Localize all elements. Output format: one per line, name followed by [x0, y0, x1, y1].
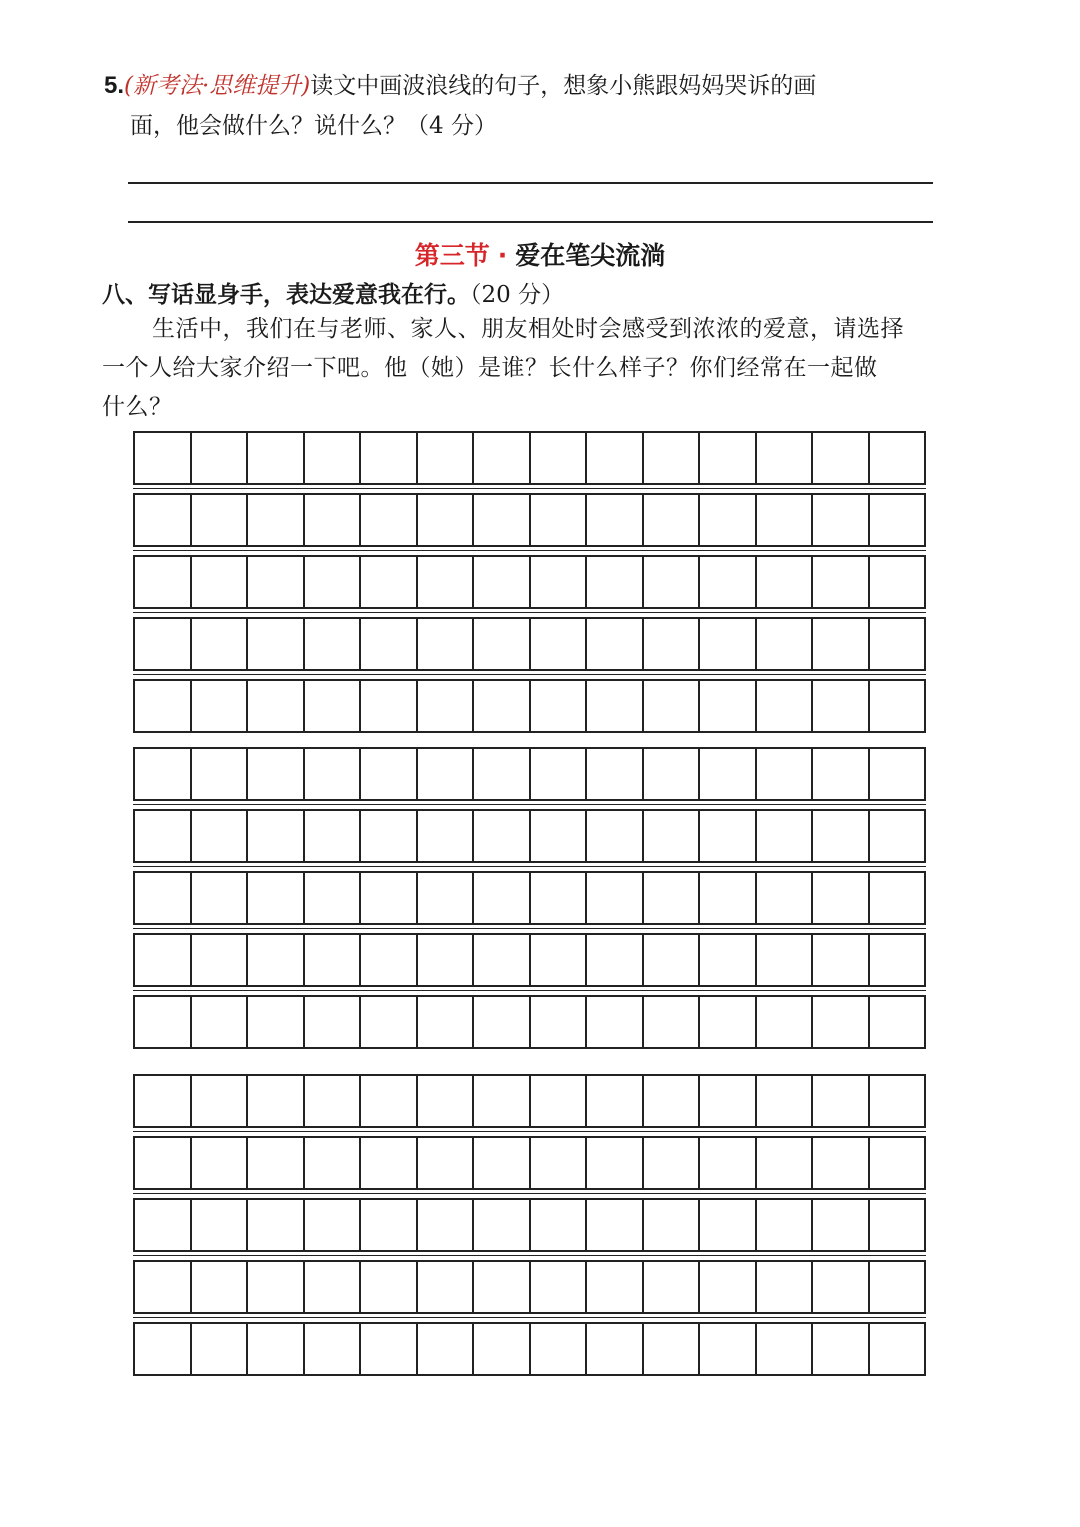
- grid-cell[interactable]: [305, 619, 362, 669]
- grid-row: [133, 679, 926, 733]
- grid-cell[interactable]: [644, 557, 701, 607]
- grid-cell[interactable]: [361, 1200, 418, 1250]
- prompt-line-3: 什么？: [102, 394, 173, 420]
- prompt-line-2: 一个人给大家介绍一下吧。他（她）是谁？长什么样子？你们经常在一起做: [102, 355, 878, 381]
- grid-cell[interactable]: [474, 811, 531, 861]
- grid-cell[interactable]: [418, 495, 475, 545]
- grid-cell[interactable]: [135, 1324, 192, 1374]
- grid-cell[interactable]: [474, 1324, 531, 1374]
- grid-cell[interactable]: [135, 495, 192, 545]
- grid-cell[interactable]: [813, 495, 870, 545]
- grid-cell[interactable]: [192, 935, 249, 985]
- grid-cell[interactable]: [813, 1200, 870, 1250]
- grid-cell[interactable]: [305, 935, 362, 985]
- grid-cell[interactable]: [644, 1138, 701, 1188]
- grid-cell[interactable]: [644, 681, 701, 731]
- grid-cell[interactable]: [305, 1076, 362, 1126]
- grid-cell[interactable]: [248, 1262, 305, 1312]
- grid-row: [133, 493, 926, 547]
- row-separator: [133, 863, 926, 871]
- grid-cell[interactable]: [418, 873, 475, 923]
- grid-cell[interactable]: [418, 557, 475, 607]
- grid-cell[interactable]: [361, 811, 418, 861]
- section-separator: ·: [497, 241, 508, 270]
- grid-cell[interactable]: [587, 1076, 644, 1126]
- grid-cell[interactable]: [757, 557, 814, 607]
- grid-cell[interactable]: [757, 749, 814, 799]
- grid-cell[interactable]: [305, 1324, 362, 1374]
- grid-cell[interactable]: [248, 681, 305, 731]
- grid-cell[interactable]: [587, 1262, 644, 1312]
- grid-cell[interactable]: [361, 873, 418, 923]
- row-separator: [133, 547, 926, 555]
- grid-cell[interactable]: [700, 749, 757, 799]
- grid-cell[interactable]: [361, 1262, 418, 1312]
- grid-cell[interactable]: [757, 997, 814, 1047]
- grid-cell[interactable]: [531, 1262, 588, 1312]
- grid-cell[interactable]: [305, 1262, 362, 1312]
- grid-cell[interactable]: [248, 935, 305, 985]
- grid-cell[interactable]: [192, 873, 249, 923]
- grid-cell[interactable]: [248, 619, 305, 669]
- question-5-text-1: 读文中画波浪线的句子，想象小熊跟妈妈哭诉的画: [310, 73, 817, 99]
- grid-cell[interactable]: [248, 873, 305, 923]
- grid-cell[interactable]: [418, 1262, 475, 1312]
- grid-row: [133, 871, 926, 925]
- grid-cell[interactable]: [813, 1138, 870, 1188]
- grid-cell[interactable]: [474, 935, 531, 985]
- grid-cell[interactable]: [192, 811, 249, 861]
- grid-cell[interactable]: [248, 557, 305, 607]
- grid-cell[interactable]: [474, 433, 531, 483]
- grid-cell[interactable]: [813, 873, 870, 923]
- grid-cell[interactable]: [418, 811, 475, 861]
- writing-grid-block-1[interactable]: [133, 431, 926, 733]
- grid-cell[interactable]: [644, 619, 701, 669]
- grid-cell[interactable]: [644, 1262, 701, 1312]
- grid-cell[interactable]: [644, 811, 701, 861]
- grid-cell[interactable]: [192, 997, 249, 1047]
- grid-cell[interactable]: [135, 619, 192, 669]
- grid-cell[interactable]: [361, 1324, 418, 1374]
- grid-cell[interactable]: [192, 1324, 249, 1374]
- grid-cell[interactable]: [418, 1138, 475, 1188]
- grid-cell[interactable]: [700, 1262, 757, 1312]
- grid-cell[interactable]: [418, 935, 475, 985]
- grid-cell[interactable]: [135, 1138, 192, 1188]
- grid-cell[interactable]: [587, 935, 644, 985]
- grid-cell[interactable]: [757, 619, 814, 669]
- grid-cell[interactable]: [700, 811, 757, 861]
- grid-cell[interactable]: [361, 681, 418, 731]
- grid-cell[interactable]: [587, 873, 644, 923]
- grid-cell[interactable]: [757, 811, 814, 861]
- grid-cell[interactable]: [531, 619, 588, 669]
- grid-cell[interactable]: [361, 749, 418, 799]
- grid-cell[interactable]: [813, 681, 870, 731]
- grid-cell[interactable]: [361, 1076, 418, 1126]
- grid-cell[interactable]: [192, 1200, 249, 1250]
- grid-cell[interactable]: [870, 681, 925, 731]
- grid-cell[interactable]: [192, 749, 249, 799]
- grid-cell[interactable]: [305, 997, 362, 1047]
- grid-row: [133, 1074, 926, 1128]
- grid-cell[interactable]: [135, 749, 192, 799]
- grid-cell[interactable]: [531, 935, 588, 985]
- row-separator: [133, 987, 926, 995]
- grid-cell[interactable]: [192, 1262, 249, 1312]
- grid-cell[interactable]: [870, 1200, 925, 1250]
- grid-cell[interactable]: [474, 495, 531, 545]
- grid-cell[interactable]: [587, 557, 644, 607]
- grid-cell[interactable]: [361, 619, 418, 669]
- grid-cell[interactable]: [531, 1324, 588, 1374]
- grid-cell[interactable]: [418, 749, 475, 799]
- grid-row: [133, 995, 926, 1049]
- grid-cell[interactable]: [700, 619, 757, 669]
- grid-cell[interactable]: [248, 1324, 305, 1374]
- grid-cell[interactable]: [305, 1138, 362, 1188]
- grid-cell[interactable]: [644, 749, 701, 799]
- question-5-number: 5.: [104, 72, 125, 99]
- grid-cell[interactable]: [587, 433, 644, 483]
- grid-cell[interactable]: [644, 495, 701, 545]
- grid-cell[interactable]: [474, 749, 531, 799]
- grid-cell[interactable]: [813, 997, 870, 1047]
- grid-cell[interactable]: [644, 873, 701, 923]
- question-5-line2: 面，他会做什么？说什么？（4 分）: [130, 113, 497, 139]
- grid-cell[interactable]: [700, 681, 757, 731]
- grid-row: [133, 933, 926, 987]
- grid-cell[interactable]: [474, 1138, 531, 1188]
- grid-cell[interactable]: [870, 997, 925, 1047]
- grid-cell[interactable]: [813, 1076, 870, 1126]
- row-separator: [133, 609, 926, 617]
- grid-cell[interactable]: [700, 935, 757, 985]
- grid-cell[interactable]: [587, 1138, 644, 1188]
- grid-cell[interactable]: [757, 681, 814, 731]
- row-separator: [133, 1128, 926, 1136]
- grid-row: [133, 809, 926, 863]
- grid-cell[interactable]: [870, 1138, 925, 1188]
- row-separator: [133, 801, 926, 809]
- grid-cell[interactable]: [361, 1138, 418, 1188]
- grid-cell[interactable]: [870, 811, 925, 861]
- grid-cell[interactable]: [135, 935, 192, 985]
- grid-cell[interactable]: [361, 557, 418, 607]
- row-separator: [133, 485, 926, 493]
- grid-cell[interactable]: [757, 1262, 814, 1312]
- grid-cell[interactable]: [474, 681, 531, 731]
- grid-cell[interactable]: [644, 997, 701, 1047]
- grid-cell[interactable]: [813, 1262, 870, 1312]
- grid-cell[interactable]: [870, 873, 925, 923]
- grid-cell[interactable]: [870, 495, 925, 545]
- grid-cell[interactable]: [135, 433, 192, 483]
- question-8-score: （20 分）: [470, 282, 565, 308]
- grid-cell[interactable]: [700, 433, 757, 483]
- writing-grid-block-3[interactable]: [133, 1074, 926, 1376]
- grid-cell[interactable]: [135, 681, 192, 731]
- grid-cell[interactable]: [135, 997, 192, 1047]
- grid-cell[interactable]: [474, 557, 531, 607]
- grid-cell[interactable]: [813, 1324, 870, 1374]
- grid-cell[interactable]: [248, 997, 305, 1047]
- grid-cell[interactable]: [418, 1324, 475, 1374]
- grid-cell[interactable]: [192, 1138, 249, 1188]
- answer-line-1[interactable]: [128, 182, 933, 184]
- grid-cell[interactable]: [192, 681, 249, 731]
- grid-cell[interactable]: [305, 749, 362, 799]
- grid-row: [133, 431, 926, 485]
- grid-cell[interactable]: [700, 1076, 757, 1126]
- grid-cell[interactable]: [474, 1200, 531, 1250]
- grid-cell[interactable]: [587, 619, 644, 669]
- grid-cell[interactable]: [587, 681, 644, 731]
- grid-cell[interactable]: [305, 681, 362, 731]
- grid-cell[interactable]: [305, 1200, 362, 1250]
- grid-cell[interactable]: [418, 681, 475, 731]
- grid-cell[interactable]: [757, 1076, 814, 1126]
- grid-cell[interactable]: [192, 495, 249, 545]
- row-separator: [133, 1190, 926, 1198]
- grid-cell[interactable]: [870, 1076, 925, 1126]
- grid-cell[interactable]: [418, 433, 475, 483]
- grid-cell[interactable]: [870, 557, 925, 607]
- grid-cell[interactable]: [135, 1262, 192, 1312]
- row-separator: [133, 1252, 926, 1260]
- grid-cell[interactable]: [305, 433, 362, 483]
- grid-cell[interactable]: [531, 873, 588, 923]
- grid-cell[interactable]: [248, 1200, 305, 1250]
- grid-cell[interactable]: [192, 619, 249, 669]
- question-8-title: 八、写话显身手，表达爱意我在行。: [102, 281, 470, 308]
- grid-cell[interactable]: [418, 997, 475, 1047]
- grid-cell[interactable]: [644, 1324, 701, 1374]
- section-name: 爱在笔尖流淌: [515, 241, 666, 270]
- question-8-heading: [102, 276, 564, 309]
- grid-cell[interactable]: [587, 1200, 644, 1250]
- grid-cell[interactable]: [757, 1200, 814, 1250]
- grid-cell[interactable]: [870, 935, 925, 985]
- grid-cell[interactable]: [813, 811, 870, 861]
- grid-cell[interactable]: [700, 495, 757, 545]
- grid-cell[interactable]: [531, 1076, 588, 1126]
- grid-cell[interactable]: [361, 935, 418, 985]
- grid-cell[interactable]: [474, 873, 531, 923]
- grid-cell[interactable]: [757, 873, 814, 923]
- grid-cell[interactable]: [757, 1138, 814, 1188]
- grid-cell[interactable]: [135, 873, 192, 923]
- grid-cell[interactable]: [248, 495, 305, 545]
- answer-line-2[interactable]: [128, 221, 933, 223]
- grid-cell[interactable]: [644, 935, 701, 985]
- grid-cell[interactable]: [813, 433, 870, 483]
- grid-cell[interactable]: [644, 1200, 701, 1250]
- grid-cell[interactable]: [813, 935, 870, 985]
- grid-row: [133, 1198, 926, 1252]
- grid-cell[interactable]: [474, 997, 531, 1047]
- row-separator: [133, 1314, 926, 1322]
- grid-cell[interactable]: [531, 681, 588, 731]
- grid-cell[interactable]: [700, 557, 757, 607]
- row-separator: [133, 925, 926, 933]
- grid-cell[interactable]: [757, 495, 814, 545]
- grid-row: [133, 747, 926, 801]
- grid-cell[interactable]: [531, 495, 588, 545]
- grid-cell[interactable]: [757, 935, 814, 985]
- grid-cell[interactable]: [248, 749, 305, 799]
- question-5-line1: [104, 66, 954, 106]
- grid-cell[interactable]: [248, 1076, 305, 1126]
- grid-cell[interactable]: [700, 1200, 757, 1250]
- grid-cell[interactable]: [700, 873, 757, 923]
- row-separator: [133, 671, 926, 679]
- grid-cell[interactable]: [587, 495, 644, 545]
- grid-cell[interactable]: [813, 619, 870, 669]
- grid-cell[interactable]: [474, 1262, 531, 1312]
- grid-cell[interactable]: [531, 749, 588, 799]
- grid-cell[interactable]: [192, 433, 249, 483]
- question-5: [104, 66, 954, 146]
- grid-cell[interactable]: [870, 1262, 925, 1312]
- grid-cell[interactable]: [192, 557, 249, 607]
- grid-cell[interactable]: [531, 433, 588, 483]
- grid-cell[interactable]: [531, 557, 588, 607]
- grid-cell[interactable]: [870, 433, 925, 483]
- grid-cell[interactable]: [135, 1076, 192, 1126]
- grid-cell[interactable]: [870, 619, 925, 669]
- grid-row: [133, 555, 926, 609]
- question-8-prompt: [102, 310, 962, 427]
- grid-cell[interactable]: [700, 1138, 757, 1188]
- grid-cell[interactable]: [192, 1076, 249, 1126]
- grid-cell[interactable]: [135, 1200, 192, 1250]
- grid-row: [133, 1322, 926, 1376]
- grid-cell[interactable]: [305, 811, 362, 861]
- grid-cell[interactable]: [531, 811, 588, 861]
- grid-cell[interactable]: [870, 749, 925, 799]
- grid-cell[interactable]: [531, 997, 588, 1047]
- grid-row: [133, 1136, 926, 1190]
- section-title: [0, 236, 1080, 272]
- grid-cell[interactable]: [305, 495, 362, 545]
- grid-cell[interactable]: [587, 811, 644, 861]
- grid-cell[interactable]: [700, 997, 757, 1047]
- grid-cell[interactable]: [418, 619, 475, 669]
- grid-cell[interactable]: [248, 433, 305, 483]
- grid-cell[interactable]: [531, 1138, 588, 1188]
- question-5-tag: (新考法·思维提升): [124, 73, 311, 99]
- grid-cell[interactable]: [813, 557, 870, 607]
- grid-cell[interactable]: [361, 997, 418, 1047]
- grid-cell[interactable]: [757, 1324, 814, 1374]
- grid-cell[interactable]: [700, 1324, 757, 1374]
- grid-row: [133, 1260, 926, 1314]
- grid-cell[interactable]: [361, 495, 418, 545]
- grid-cell[interactable]: [248, 811, 305, 861]
- writing-grid-block-2[interactable]: [133, 747, 926, 1049]
- grid-cell[interactable]: [870, 1324, 925, 1374]
- grid-cell[interactable]: [644, 433, 701, 483]
- grid-cell[interactable]: [813, 749, 870, 799]
- grid-cell[interactable]: [418, 1076, 475, 1126]
- grid-cell[interactable]: [361, 433, 418, 483]
- grid-cell[interactable]: [531, 1200, 588, 1250]
- grid-cell[interactable]: [418, 1200, 475, 1250]
- prompt-line-1: 生活中，我们在与老师、家人、朋友相处时会感受到浓浓的爱意，请选择: [152, 316, 904, 342]
- grid-cell[interactable]: [587, 997, 644, 1047]
- grid-cell[interactable]: [757, 433, 814, 483]
- grid-row: [133, 617, 926, 671]
- grid-cell[interactable]: [474, 619, 531, 669]
- grid-cell[interactable]: [587, 749, 644, 799]
- grid-cell[interactable]: [135, 557, 192, 607]
- section-label: 第三节: [414, 241, 490, 270]
- grid-cell[interactable]: [135, 811, 192, 861]
- grid-cell[interactable]: [305, 873, 362, 923]
- grid-cell[interactable]: [305, 557, 362, 607]
- grid-cell[interactable]: [248, 1138, 305, 1188]
- grid-cell[interactable]: [644, 1076, 701, 1126]
- grid-cell[interactable]: [474, 1076, 531, 1126]
- grid-cell[interactable]: [587, 1324, 644, 1374]
